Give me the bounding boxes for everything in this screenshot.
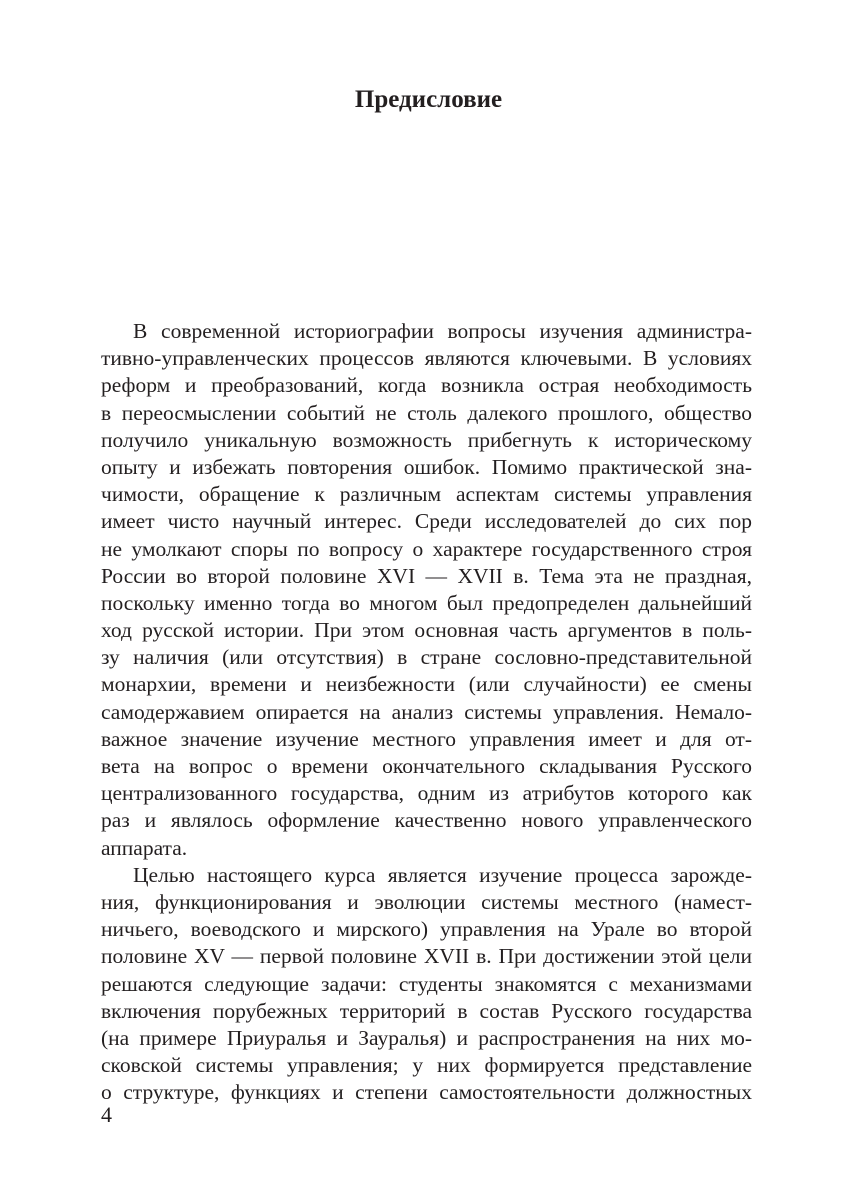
text-line: зу наличия (или отсутствия) в стране сословно-представительной <box>101 645 752 670</box>
text-line: сковской системы управления; у них формируется представление <box>101 1053 752 1078</box>
paragraph <box>101 862 752 1107</box>
text-line: раз и являлось оформление качественно нового управленческого <box>101 808 752 833</box>
text-line: ничьего, воеводского и мирского) управления на Урале во второй <box>101 917 752 942</box>
text-line: решаются следующие задачи: студенты знакомятся с механизмами <box>101 971 752 996</box>
text-line: имеет чисто научный интерес. Среди исследователей до сих пор <box>101 509 752 534</box>
text-line: включения порубежных территорий в состав Русского государства <box>101 998 752 1023</box>
text-line: ния, функционирования и эволюции системы местного (намест- <box>101 889 752 914</box>
text-line: получило уникальную возможность прибегнуть к историческому <box>101 427 752 452</box>
text-line: вета на вопрос о времени окончательного складывания Русского <box>101 754 752 778</box>
text-line: Целью настоящего курса является изучение процесса зарожде- <box>133 862 752 887</box>
text-line: В современной историографии вопросы изучения администра- <box>133 319 752 343</box>
text-line: важное значение изучение местного управления имеет и для от- <box>101 726 752 751</box>
text-line: аппарата. <box>101 835 188 860</box>
page-number: 4 <box>101 1102 112 1127</box>
text-line: централизованного государства, одним из атрибутов которого как <box>101 781 752 806</box>
text-line: о структуре, функциях и степени самостоятельности должностных <box>101 1080 752 1105</box>
text-line: ход русской истории. При этом основная часть аргументов в поль- <box>101 618 752 643</box>
text-line: монархии, времени и неизбежности (или случайности) ее смены <box>101 672 752 697</box>
text-line: реформ и преобразований, когда возникла острая необходимость <box>101 373 752 398</box>
text-line: самодержавием опирается на анализ системы управления. Немало- <box>101 699 752 724</box>
text-line: чимости, обращение к различным аспектам системы управления <box>101 482 752 507</box>
text-line: опыту и избежать повторения ошибок. Помимо практической зна- <box>101 454 752 479</box>
text-line: в переосмыслении событий не столь далекого прошлого, общество <box>101 400 752 425</box>
paragraph <box>101 318 752 862</box>
body-text <box>101 318 752 1106</box>
text-line: тивно-управленческих процессов являются ключевыми. В условиях <box>101 346 752 371</box>
text-line: не умолкают споры по вопросу о характере государственного строя <box>101 536 752 561</box>
text-line: России во второй половине XVI — XVII в. Тема эта не праздная, <box>101 563 752 588</box>
page-title: Предисловие <box>354 86 503 113</box>
text-line: половине XV — первой половине XVII в. При достижении этой цели <box>101 944 752 969</box>
text-line: (на примере Приуралья и Зауралья) и распространения на них мо- <box>101 1025 752 1050</box>
text-line: поскольку именно тогда во многом был предопределен дальнейший <box>101 590 752 615</box>
